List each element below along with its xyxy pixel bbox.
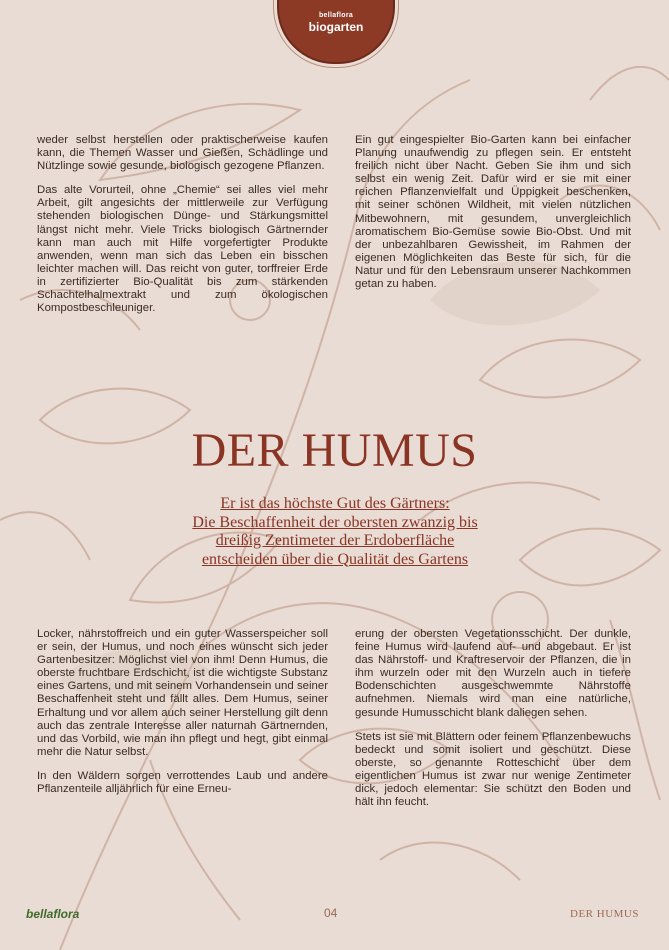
footer-section-title: DER HUMUS: [570, 908, 639, 920]
subtitle-line: dreißig Zentimeter der Erdoberfläche: [215, 532, 455, 549]
badge-brand: bellaflora: [318, 12, 354, 19]
footer-brand-logo: bellaflora: [26, 907, 80, 921]
page-number: 04: [324, 906, 338, 920]
paragraph: Ein gut eingespielter Bio-Garten kann bei einfacher Planung unaufwendig zu pflegen sein. Er entsteht freilich nicht über Nacht. Geben Sie ihm und sich selbst ein wenig Zeit. Dafür wird er sie mit einer reichen Pflanzenvielfalt und Üppigkeit beschenken, mit seiner schönen Wildheit, mit vielen nützlichen Mitbewohnern, mit gesundem, unvergleichlich aromatischem Bio-Gemüse sowie Bio-Obst. Und mit der unbezahlbaren Gewissheit, im Rahmen der eigenen Möglichkeiten das Beste für sich, für die Natur und für den Lebensraum unserer Nachkommen getan zu haben.: [355, 134, 631, 291]
top-right-column: [355, 134, 631, 302]
subtitle-line: entscheiden über die Qualität des Gartens: [201, 550, 469, 568]
paragraph: erung der obersten Vegetationsschicht. Der dunkle, feine Humus wird laufend auf- und abgebaut. Er ist das Nährstoff- und Kraftreservoir der Pflanzen, die in ihm wurzeln oder mit den Wurzeln auch in tiefere Bodenschichten ausgeschwemmte Nährstoffe aufnehmen. Niemals wird man eine natürliche, gesunde Humusschicht blank daliegen sehen.: [355, 628, 631, 719]
article-subtitle: [140, 495, 530, 569]
article-headline: DER HUMUS: [191, 424, 478, 477]
paragraph: Das alte Vorurteil, ohne „Chemie“ sei alles viel mehr Arbeit, gilt angesichts der mittlerweile zur Verfügung stehenden biologischen Dünge- und Stärkungsmittel längst nicht mehr. Viele Tricks biologisch Gärtnernder kann man auch mit Hilfe vorgefertigter Produkte anwenden, wenn man sich das Leben ein bisschen leichter machen will. Das reicht von guter, torffreier Erde in zertifizierter Bio-Qualität bis zum stärkenden Schachtelhalmextrakt und zum ökologischen Kompostbeschleuniger.: [37, 184, 328, 315]
paragraph: Locker, nährstoffreich und ein guter Wasserspeicher soll er sein, der Humus, und noch eines wünscht sich jeder Gartenbesitzer: Möglichst viel von ihm! Denn Humus, die oberste fruchtbare Erdschicht, ist die wichtigste Substanz eines Gartens, und mit seinem Vorhandensein und seiner Beschaffenheit steht und fällt alles. Dem Humus, seiner Erhaltung und vor allem auch seiner Herstellung gilt denn auch das zentrale Interesse aller naturnah Gärtnernden, und das Vorbild, wie man ihn pflegt und hegt, gibt einmal mehr die Natur selbst.: [37, 628, 328, 758]
subtitle-line: Er ist das höchste Gut des Gärtners:: [220, 495, 450, 512]
badge-section: biogarten: [308, 20, 364, 34]
subtitle-line: Die Beschaffenheit der obersten zwanzig bis: [192, 513, 478, 531]
paragraph: In den Wäldern sorgen verrottendes Laub und andere Pflanzenteile alljährlich für eine Erneu-: [37, 769, 328, 796]
paragraph: weder selbst herstellen oder praktischerweise kaufen kann, die Themen Wasser und Gießen, Schädlinge und Nützlinge sowie gesunde, biologisch gezogene Pflanzen.: [37, 134, 328, 173]
top-left-column: [37, 134, 328, 326]
paragraph: Stets ist sie mit Blättern oder feinem Pflanzenbewuchs bedeckt und somit isoliert und geschützt. Diese oberste, so genannte Rotteschicht über dem eigentlichen Humus ist zwar nur wenige Zentimeter dick, jedoch elementar: Sie schützt den Boden und hält ihn feucht.: [355, 730, 631, 809]
bottom-right-column: [355, 628, 631, 820]
section-badge: [277, 0, 395, 64]
bottom-left-column: [37, 628, 328, 807]
